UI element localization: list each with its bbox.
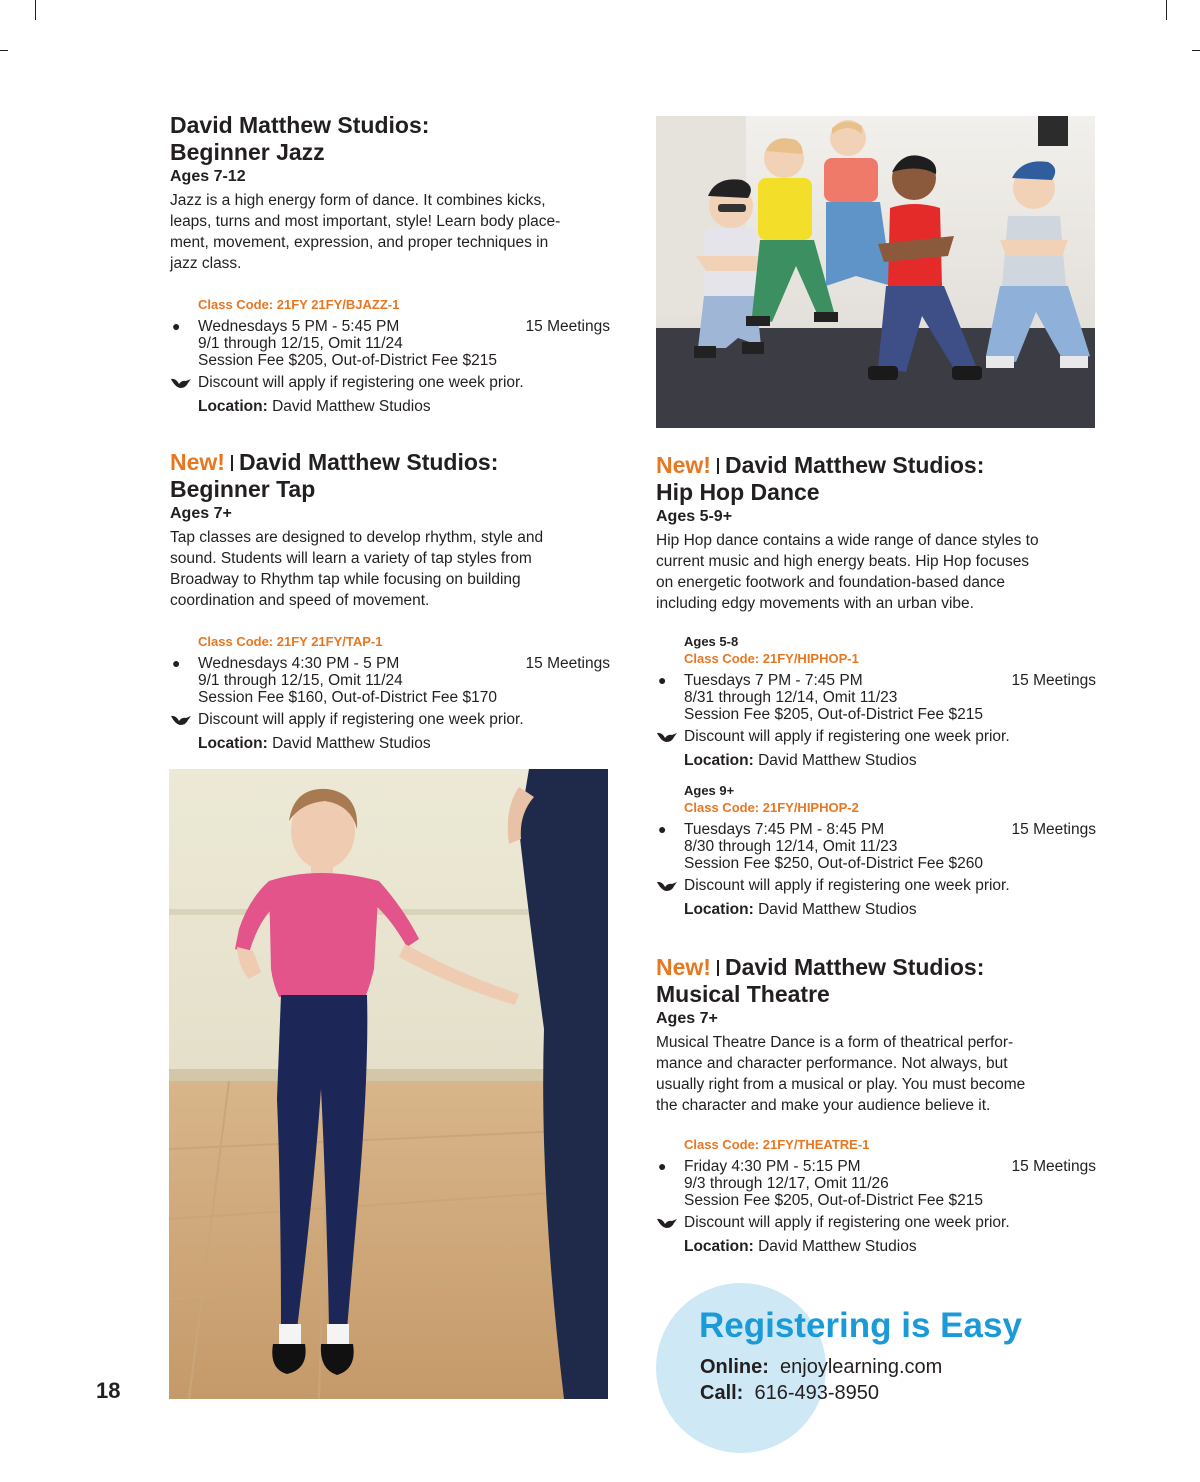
location: Location: David Matthew Studios [684,901,917,918]
fee: Session Fee $160, Out-of-District Fee $170 [198,689,497,706]
fee: Session Fee $250, Out-of-District Fee $260 [684,855,983,872]
discount-note: Discount will apply if registering one week prior. [198,710,610,730]
register-online: Online: enjoylearning.com [700,1356,943,1378]
new-badge: New! [656,452,711,478]
description: Tap classes are designed to develop rhythm, style and sound. Students will learn a variety of tap styles from Broadway to Rhythm tap while focusing on building coordination and speed of movement. [170,529,544,609]
dates: 9/1 through 12/15, Omit 11/24 [198,335,403,352]
class-block [658,1136,1096,1257]
meetings: 15 Meetings [1011,1158,1096,1175]
class-block [172,296,610,417]
register-call: Call: 616-493-8950 [700,1382,880,1404]
ages-label: Ages 7-12 [170,168,246,185]
ages-label: Ages 7+ [656,1010,718,1027]
dates: 8/31 through 12/14, Omit 11/23 [684,689,898,706]
meetings: 15 Meetings [1011,672,1096,689]
schedule-row [172,318,610,335]
bird-icon [170,376,192,390]
bird-icon [656,1216,678,1230]
page-number: 18 [96,1378,121,1403]
schedule: Tuesdays 7:45 PM - 8:45 PM [684,821,885,838]
bullet-icon: ● [658,672,667,688]
divider [717,458,719,474]
bullet-icon: ● [172,655,181,671]
schedule-row [658,672,1096,689]
register-phone[interactable]: 616-493-8950 [754,1382,880,1404]
section-title: New! David Matthew Studios: Musical Theatre [656,954,985,1007]
bullet-icon: ● [172,318,181,334]
class-code: Class Code: 21FY 21FY/BJAZZ-1 [198,297,400,312]
meetings: 15 Meetings [525,655,610,672]
bullet-icon: ● [658,1158,667,1174]
location: Location: David Matthew Studios [198,398,431,415]
hiphop-dancers-photo [656,116,1095,428]
description: Jazz is a high energy form of dance. It combines kicks, leaps, turns and most important, style! Learn body place- ment, movement, expression, and proper techniques in jazz class. [170,192,561,272]
jazz-section [170,112,610,417]
schedule-row [658,1158,1096,1175]
class-ages: Ages 9+ [684,783,735,798]
crop-mark [1166,0,1167,20]
class-block [172,633,610,754]
fee: Session Fee $205, Out-of-District Fee $215 [198,352,497,369]
left-column [170,112,610,754]
divider [231,455,233,471]
fee: Session Fee $205, Out-of-District Fee $215 [684,706,983,723]
class-code: Class Code: 21FY/HIPHOP-2 [684,800,859,815]
ages-label: Ages 7+ [170,505,232,522]
register-online-link[interactable]: enjoylearning.com [780,1356,943,1378]
fee: Session Fee $205, Out-of-District Fee $215 [684,1192,983,1209]
schedule-row [172,655,610,672]
bird-icon [170,713,192,727]
class-code: Class Code: 21FY/HIPHOP-1 [684,651,859,666]
description: Musical Theatre Dance is a form of theatrical perfor- mance and character performance. Not always, but usually right from a musical or play. You must become the character and make your audience believe it. [656,1034,1026,1114]
schedule: Tuesdays 7 PM - 7:45 PM [684,672,863,689]
class-code: Class Code: 21FY 21FY/TAP-1 [198,634,383,649]
bird-icon [656,730,678,744]
crop-mark [1192,50,1200,51]
section-title: New! David Matthew Studios: Beginner Tap [170,449,499,502]
tap-section [170,449,610,754]
section-title: New! David Matthew Studios: Hip Hop Dance [656,452,985,505]
register-title: Registering is Easy [699,1306,1022,1345]
location: Location: David Matthew Studios [684,1238,917,1255]
dates: 8/30 through 12/14, Omit 11/23 [684,838,898,855]
crop-mark [35,0,36,20]
meetings: 15 Meetings [1011,821,1096,838]
discount-note: Discount will apply if registering one week prior. [684,727,1096,747]
dates: 9/1 through 12/15, Omit 11/24 [198,672,403,689]
discount-note: Discount will apply if registering one week prior. [684,1213,1096,1233]
bird-icon [656,879,678,893]
right-column [656,452,1096,1257]
schedule: Wednesdays 4:30 PM - 5 PM [198,655,400,672]
hiphop-section [656,452,1096,920]
schedule: Wednesdays 5 PM - 5:45 PM [198,318,400,335]
class-code: Class Code: 21FY/THEATRE-1 [684,1137,870,1152]
section-title: David Matthew Studios: Beginner Jazz [170,112,430,165]
location: Location: David Matthew Studios [198,735,431,752]
dates: 9/3 through 12/17, Omit 11/26 [684,1175,889,1192]
ages-label: Ages 5-9+ [656,508,733,525]
schedule-row [658,821,1096,838]
theatre-section [656,954,1096,1257]
crop-mark [0,50,8,51]
discount-note: Discount will apply if registering one week prior. [198,373,610,393]
discount-note: Discount will apply if registering one week prior. [684,876,1096,896]
class-ages: Ages 5-8 [684,634,739,649]
new-badge: New! [656,954,711,980]
description: Hip Hop dance contains a wide range of dance styles to current music and high energy beats. Hip Hop focuses on energetic footwork and foundation-based dance including edgy movements with an urban vibe. [656,532,1039,612]
schedule: Friday 4:30 PM - 5:15 PM [684,1158,861,1175]
class-block [658,634,1096,771]
divider [717,960,719,976]
tap-dancer-photo [169,769,608,1399]
class-block [658,783,1096,920]
location: Location: David Matthew Studios [684,752,917,769]
meetings: 15 Meetings [525,318,610,335]
bullet-icon: ● [658,821,667,837]
new-badge: New! [170,449,225,475]
